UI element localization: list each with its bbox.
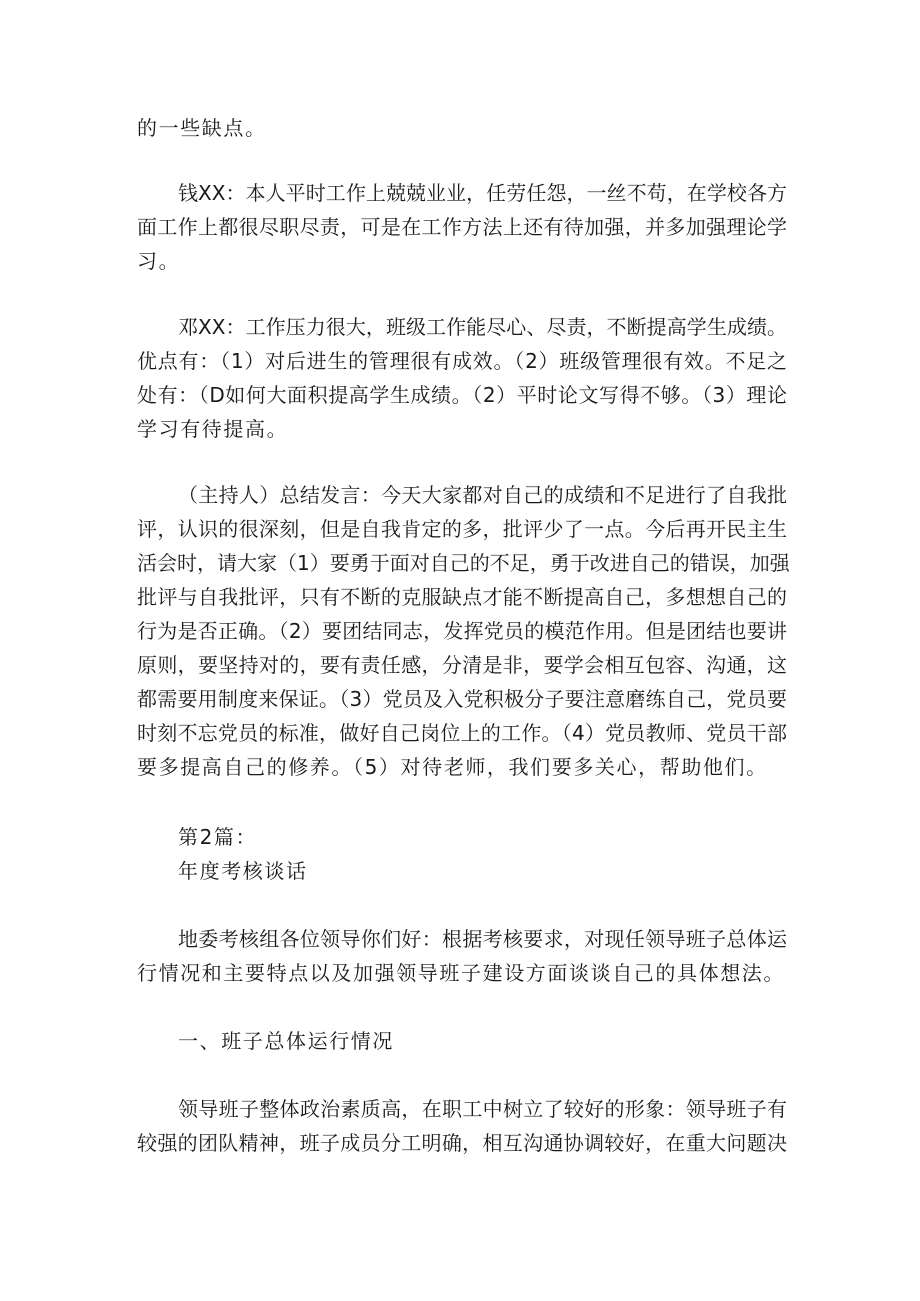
text-line: 评，认识的很深刻，但是自我肯定的多，批评少了一点。今后再开民主生 [137, 517, 787, 541]
text-line: 批评与自我批评，只有不断的克服缺点才能不断提高自己，多想想自己的 [137, 585, 787, 609]
text-line: 的一些缺点。 [137, 116, 267, 140]
text-line: 面工作上都很尽职尽责，可是在工作方法上还有待加强，并多加强理论学 [137, 215, 787, 239]
section-heading: 一、班子总体运行情况 [178, 1029, 394, 1053]
text-line: 钱XX：本人平时工作上兢兢业业，任劳任怨，一丝不苟，在学校各方 [178, 181, 787, 205]
text-line: 地委考核组各位领导你们好：根据考核要求，对现任领导班子总体运 [178, 927, 787, 951]
text-line: 都需要用制度来保证。（3）党员及入党积极分子要注意磨练自己，党员要 [137, 687, 787, 711]
section-label: 第2篇： [178, 825, 258, 849]
text-line: 时刻不忘党员的标准，做好自己岗位上的工作。（4）党员教师、党员干部 [137, 721, 787, 745]
text-line: 邓XX：工作压力很大，班级工作能尽心、尽责，不断提高学生成绩。 [178, 315, 787, 339]
text-line: （主持人）总结发言：今天大家都对自己的成绩和不足进行了自我批 [178, 483, 787, 507]
text-line: 活会时，请大家（1）要勇于面对自己的不足，勇于改进自己的错误，加强 [137, 551, 790, 575]
text-line: 领导班子整体政治素质高，在职工中树立了较好的形象：领导班子有 [178, 1097, 787, 1121]
text-line: 行情况和主要特点以及加强领导班子建设方面谈谈自己的具体想法。 [137, 961, 785, 985]
section-title: 年度考核谈话 [178, 859, 308, 883]
text-line: 原则，要坚持对的，要有责任感，分清是非，要学会相互包容、沟通，这 [137, 653, 787, 677]
text-line: 较强的团队精神，班子成员分工明确，相互沟通协调较好，在重大问题决 [137, 1131, 787, 1155]
text-line: 行为是否正确。（2）要团结同志，发挥党员的模范作用。但是团结也要讲 [137, 619, 787, 643]
text-line: 处有：（D如何大面积提高学生成绩。（2）平时论文写得不够。（3）理论 [137, 383, 787, 407]
text-line: 要多提高自己的修养。（5）对待老师，我们要多关心，帮助他们。 [137, 755, 768, 779]
text-line: 习。 [137, 249, 181, 273]
text-line: 学习有待提高。 [137, 417, 289, 441]
text-line: 优点有：（1）对后进生的管理很有成效。（2）班级管理很有效。不足之 [137, 349, 787, 373]
